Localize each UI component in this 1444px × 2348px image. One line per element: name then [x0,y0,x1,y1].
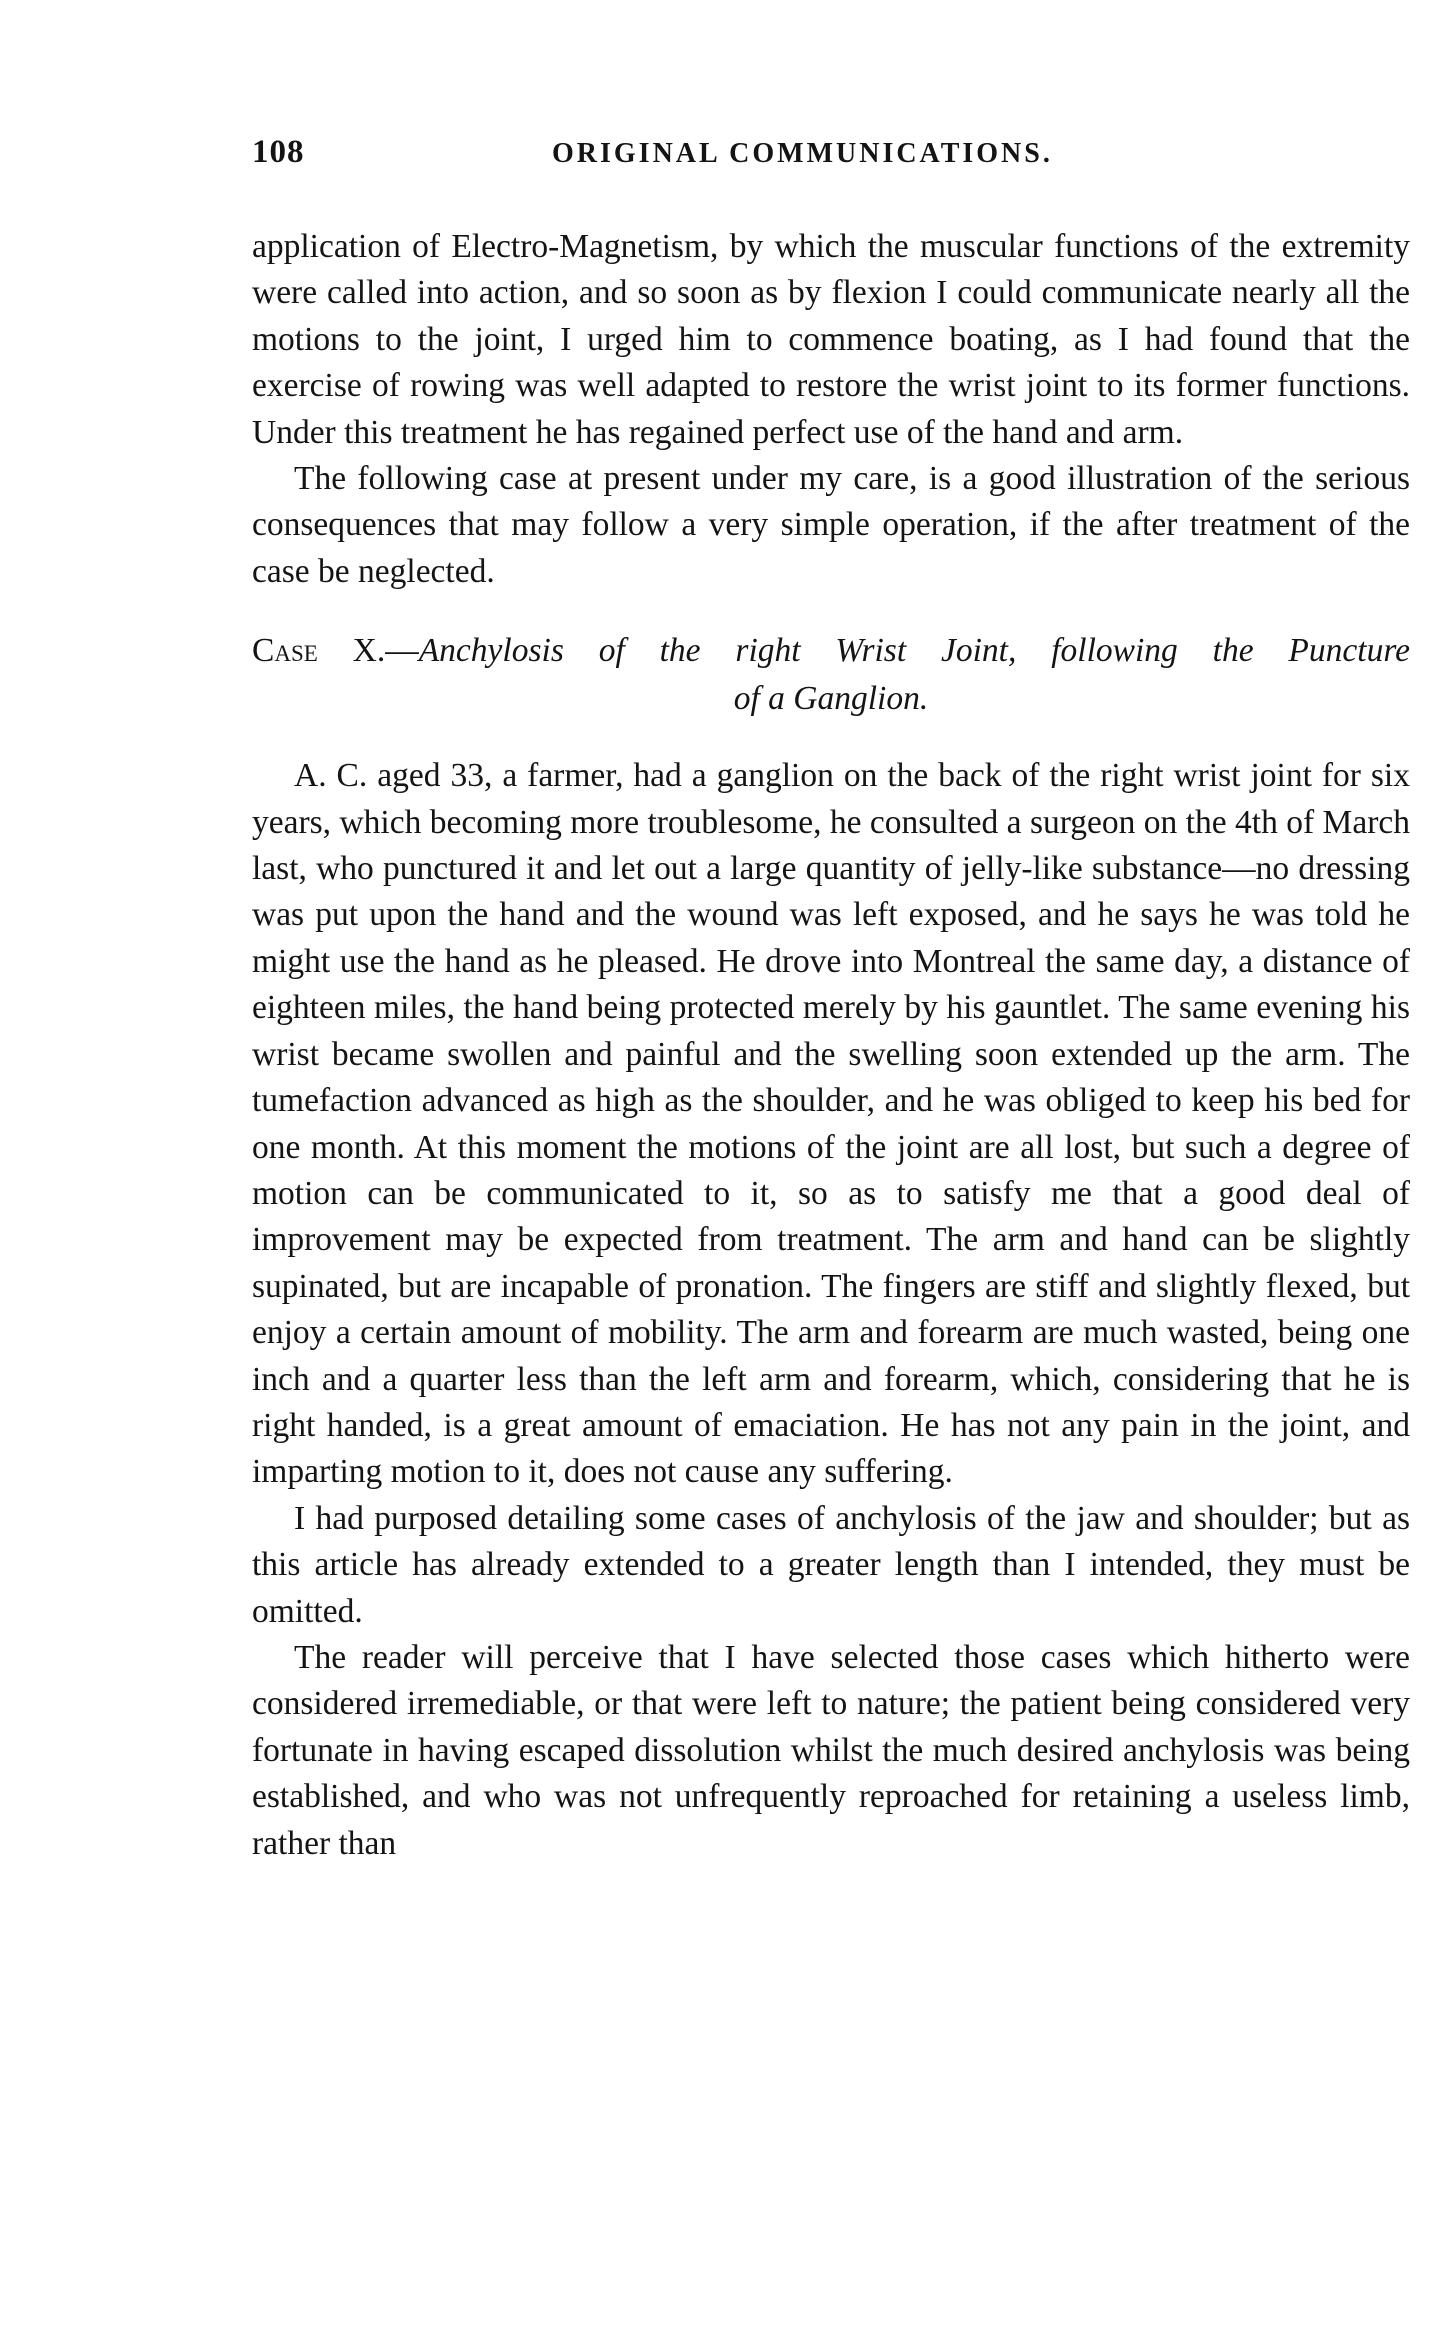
paragraph-continuation: application of Electro-Magnetism, by which the muscular functions of the extremity were called into action, and so soon as by flexion I could communicate nearly all the motions to the joint, I urged him to commence boating, as I had found that the exercise of rowing was well adapted to restore the wrist joint to its former functions. Under this treatment he has regained perfect use of the hand and arm. [252,228,1410,451]
page-number: 108 [252,134,305,170]
case-heading [252,627,1410,723]
body-text [252,224,1410,1867]
paragraph-case-report: A. C. aged 33, a farmer, had a ganglion on the back of the right wrist joint for six years, which becoming more troublesome, he consulted a surgeon on the 4th of March last, who punctured it and let out a large quantity of jelly-like substance—no dressing was put upon the hand and the wound was left exposed, and he says he was told he might use the hand as he pleased. He drove into Montreal the same day, a distance of eighteen miles, the hand being protected merely by his gauntlet. The same evening his wrist became swollen and painful and the swelling soon extended up the arm. The tumefaction advanced as high as the shoulder, and he was obliged to keep his bed for one month. At this moment the motions of the joint are all lost, but such a degree of motion can be communicated to it, so as to satisfy me that a good deal of improvement may be expected from treatment. The arm and hand can be slightly supinated, but are incapable of pronation. The fingers are stiff and slightly flexed, but enjoy a certain amount of mobility. The arm and forearm are much wasted, being one inch and a quarter less than the left arm and forearm, which, considering that he is right handed, is a great amount of emaciation. He has not any pain in the joint, and imparting motion to it, does not cause any suffering. [252,757,1410,1491]
running-head: ORIGINAL COMMUNICATIONS. [552,138,1053,169]
case-title: Anchylosis of the right Wrist Joint, following the Puncture [418,632,1410,670]
page-header [252,134,1410,182]
case-label: Case X.— [252,632,419,670]
paragraph-reader: The reader will perceive that I have selected those cases which hitherto were considered irremediable, or that were left to nature; the patient being considered very fortunate in having escaped dissolution whilst the much desired anchylosis was being established, and who was not unfrequently reproached for retaining a useless limb, rather than [252,1638,1410,1862]
paragraph-omitted-cases: I had purposed detailing some cases of anchylosis of the jaw and shoulder; but as this article has already extended to a greater length than I intended, they must be omitted. [252,1499,1410,1630]
case-heading-line1 [252,627,1410,675]
case-heading-line2: of a Ganglion. [733,680,929,718]
page [252,134,1410,1867]
paragraph-following-case: The following case at present under my care, is a good illustration of the serious consequences that may follow a very simple operation, if the after treatment of the case be neglected. [252,460,1410,590]
